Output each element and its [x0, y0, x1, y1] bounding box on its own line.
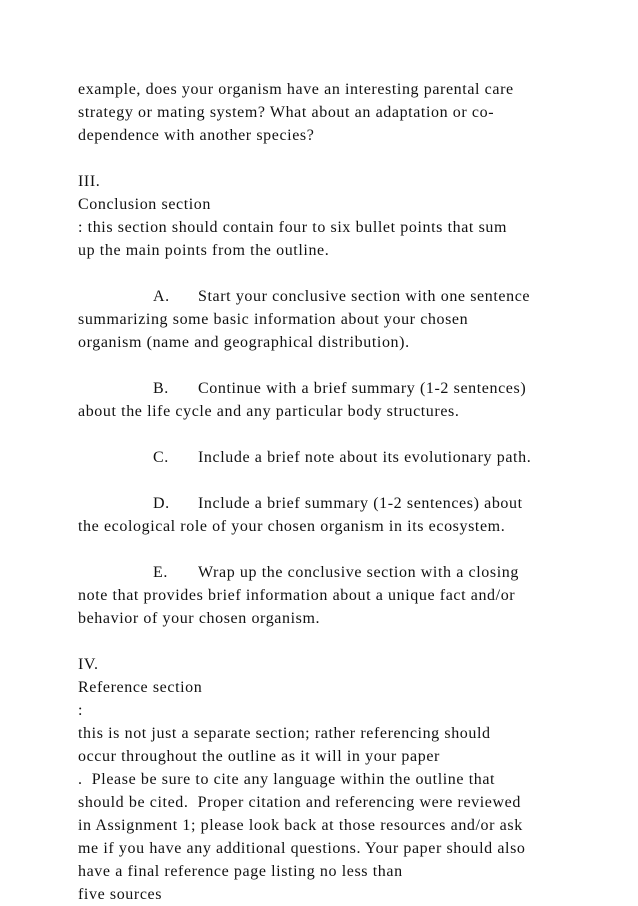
list-item	[78, 492, 578, 515]
list-item-letter: D.	[153, 495, 170, 512]
section-body: me if you have any additional questions. Your paper should also	[78, 840, 526, 857]
section-body: occur throughout the outline as it will in your paper	[78, 748, 440, 765]
document-body	[78, 78, 578, 906]
list-item-text: the ecological role of your chosen organism in its ecosystem.	[78, 518, 506, 535]
section-description: up the main points from the outline.	[78, 242, 330, 259]
list-item-text: Wrap up the conclusive section with a closing	[198, 564, 519, 581]
list-item-text: behavior of your chosen organism.	[78, 610, 321, 627]
section-body: this is not just a separate section; rather referencing should	[78, 725, 491, 742]
section-body: have a final reference page listing no less than	[78, 863, 403, 880]
list-item-text: Continue with a brief summary (1-2 sentences)	[198, 380, 527, 397]
section-description: : this section should contain four to six bullet points that sum	[78, 219, 508, 236]
list-item-text: summarizing some basic information about your chosen	[78, 311, 469, 328]
section-numeral: III.	[78, 173, 101, 190]
blank-line	[78, 147, 578, 170]
section-body: five sources	[78, 886, 163, 903]
section-heading: Reference section	[78, 679, 203, 696]
blank-line	[78, 423, 578, 446]
section-body: . Please be sure to cite any language within the outline that	[78, 771, 496, 788]
text-line: example, does your organism have an interesting parental care	[78, 81, 514, 98]
list-item-text: Include a brief summary (1-2 sentences) about	[198, 495, 523, 512]
list-item	[78, 446, 578, 469]
list-item-text: organism (name and geographical distribution).	[78, 334, 410, 351]
blank-line	[78, 469, 578, 492]
text-line: dependence with another species?	[78, 127, 315, 144]
blank-line	[78, 538, 578, 561]
list-item-letter: A.	[153, 288, 170, 305]
list-item	[78, 285, 578, 308]
blank-line	[78, 262, 578, 285]
list-item-letter: C.	[153, 449, 169, 466]
blank-line	[78, 354, 578, 377]
section-heading: Conclusion section	[78, 196, 212, 213]
blank-line	[78, 630, 578, 653]
text-line: strategy or mating system? What about an adaptation or co-	[78, 104, 495, 121]
list-item-text: Start your conclusive section with one sentence	[198, 288, 531, 305]
list-item-text: note that provides brief information about a unique fact and/or	[78, 587, 516, 604]
list-item-text: about the life cycle and any particular body structures.	[78, 403, 460, 420]
section-body: in Assignment 1; please look back at those resources and/or ask	[78, 817, 523, 834]
section-colon: :	[78, 702, 84, 719]
list-item	[78, 561, 578, 584]
list-item-letter: E.	[153, 564, 168, 581]
list-item-letter: B.	[153, 380, 169, 397]
section-numeral: IV.	[78, 656, 99, 673]
list-item	[78, 377, 578, 400]
section-body: should be cited. Proper citation and referencing were reviewed	[78, 794, 521, 811]
list-item-text: Include a brief note about its evolutionary path.	[198, 449, 532, 466]
